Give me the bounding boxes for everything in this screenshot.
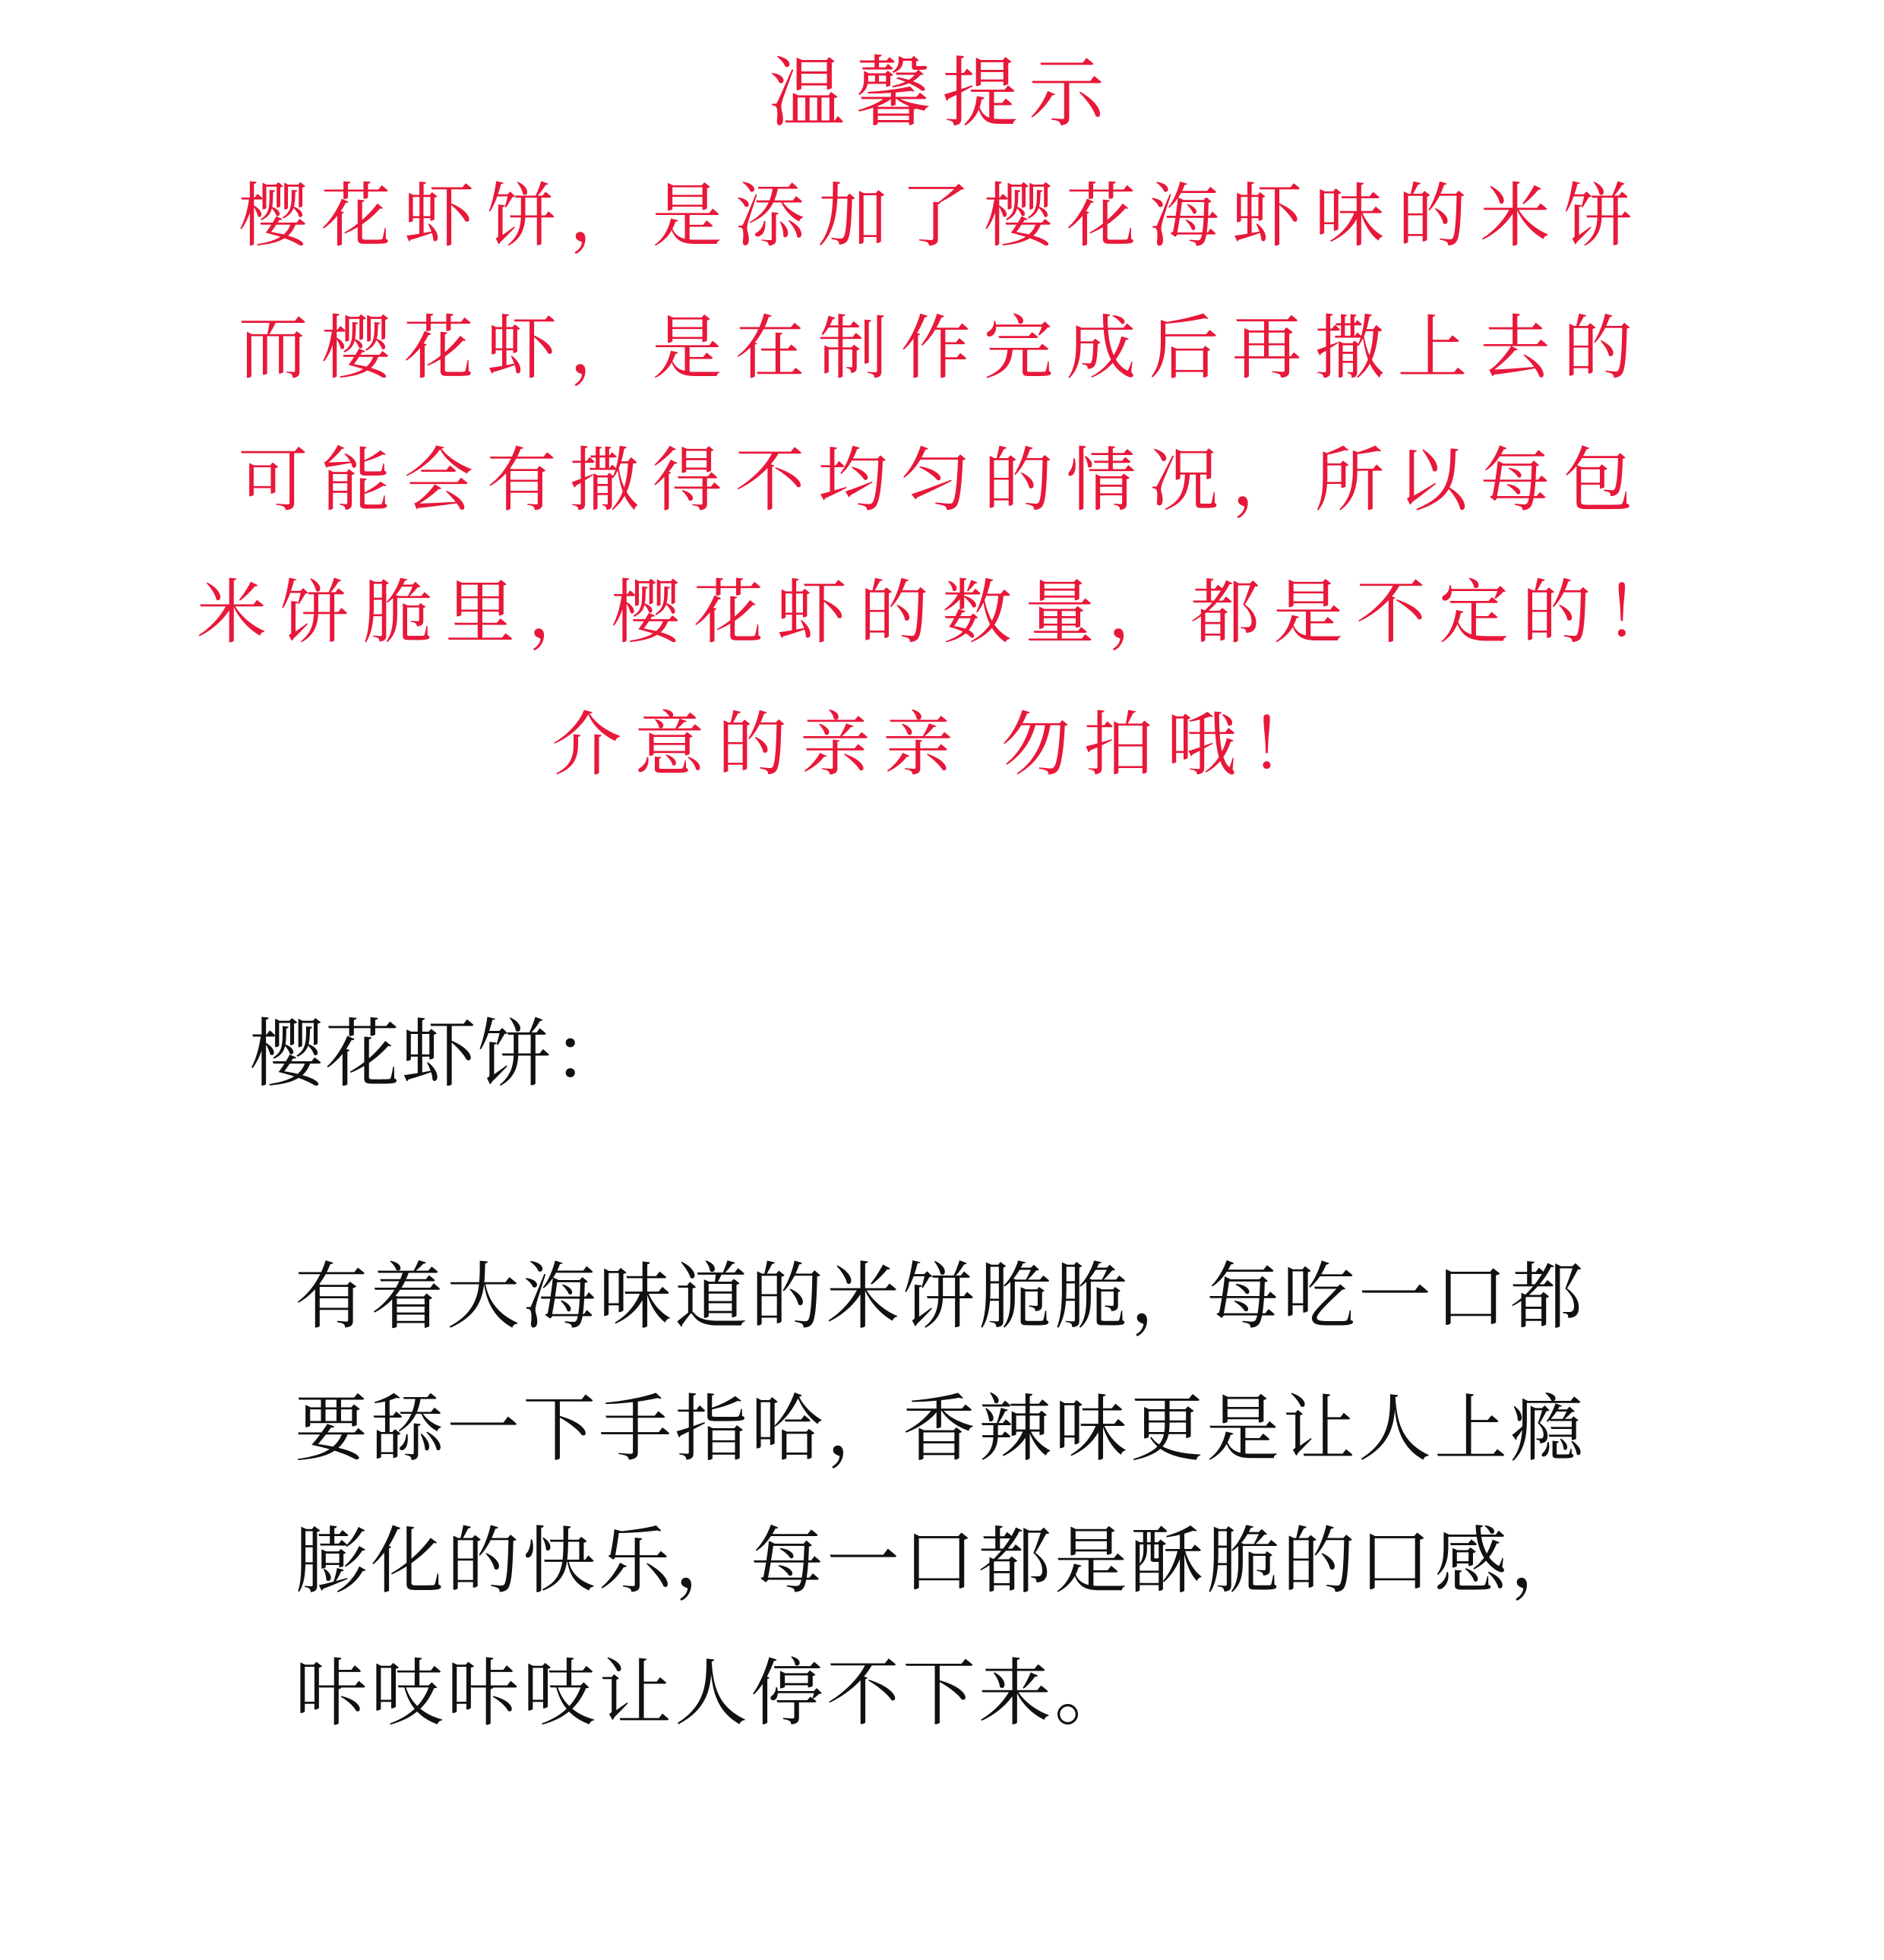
notice-line: 米饼脆里，樱花虾的数量，都是不定的！	[196, 572, 1687, 653]
notice-title: 温馨提示	[769, 49, 1115, 138]
notice-line: 而樱花虾，是在制作完成后再撒上去的	[238, 308, 1646, 389]
product-description	[295, 1231, 1662, 1759]
notice-section	[0, 36, 1884, 811]
description-line: 咔吱咔吱让人停不下来。	[295, 1651, 1130, 1736]
notice-line: 樱花虾饼，是添加了樱花海虾味的米饼	[238, 175, 1646, 257]
notice-line: 介意的亲亲 勿拍哦！	[552, 704, 1332, 786]
notice-line: 可能会有撒得不均匀的情况，所以每包	[238, 440, 1646, 521]
description-line: 膨化的快乐，每一口都是酥脆的口感，	[295, 1519, 1586, 1604]
product-heading: 樱花虾饼：	[249, 1011, 630, 1098]
description-line: 有着大海味道的米饼脆脆，每吃一口都	[295, 1254, 1586, 1339]
description-line: 要舔一下手指哈，香辣味更是让人上瘾	[295, 1386, 1586, 1472]
